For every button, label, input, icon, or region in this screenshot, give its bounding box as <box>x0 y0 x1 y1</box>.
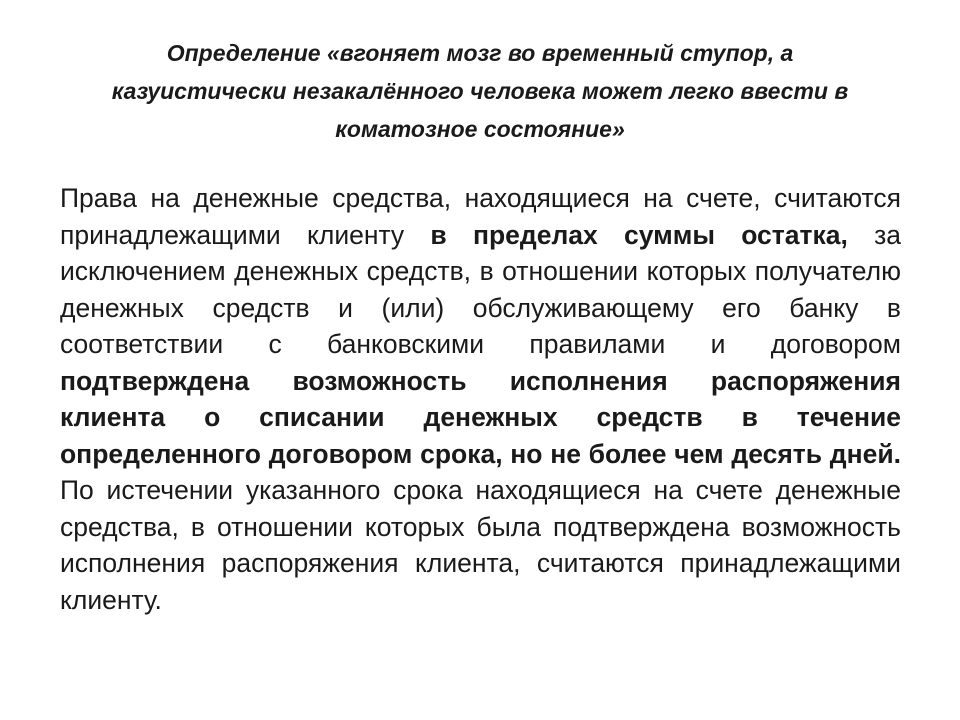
body-paragraph <box>60 180 901 618</box>
paragraph-text-3: По истечении указанного срока находящиеся на счете денежные средства, в отношении которых была подтверждена возможность исполнения распоряжения клиента, считаются принадлежащими клиенту. <box>60 475 901 615</box>
paragraph-bold-1: в пределах суммы остатка, <box>430 219 848 250</box>
slide-title: Определение «вгоняет мозг во временный ступор, а казуистически незакалённого человека может легко ввести в коматозное состояние» <box>111 40 849 142</box>
paragraph-bold-2: подтверждена возможность исполнения распоряжения клиента о списании денежных средств в течение определенного договором срока, но не более чем десять дней. <box>60 365 901 469</box>
paragraph-text-1: Права на денежные средства, находящиеся на счете, считаются принадлежащими клиенту <box>60 183 901 250</box>
paragraph-text-2: за исключением денежных средств, в отношении которых получателю денежных средств и (или) обслуживающему его банку в соответствии с банковскими правилами и договором <box>60 219 901 359</box>
